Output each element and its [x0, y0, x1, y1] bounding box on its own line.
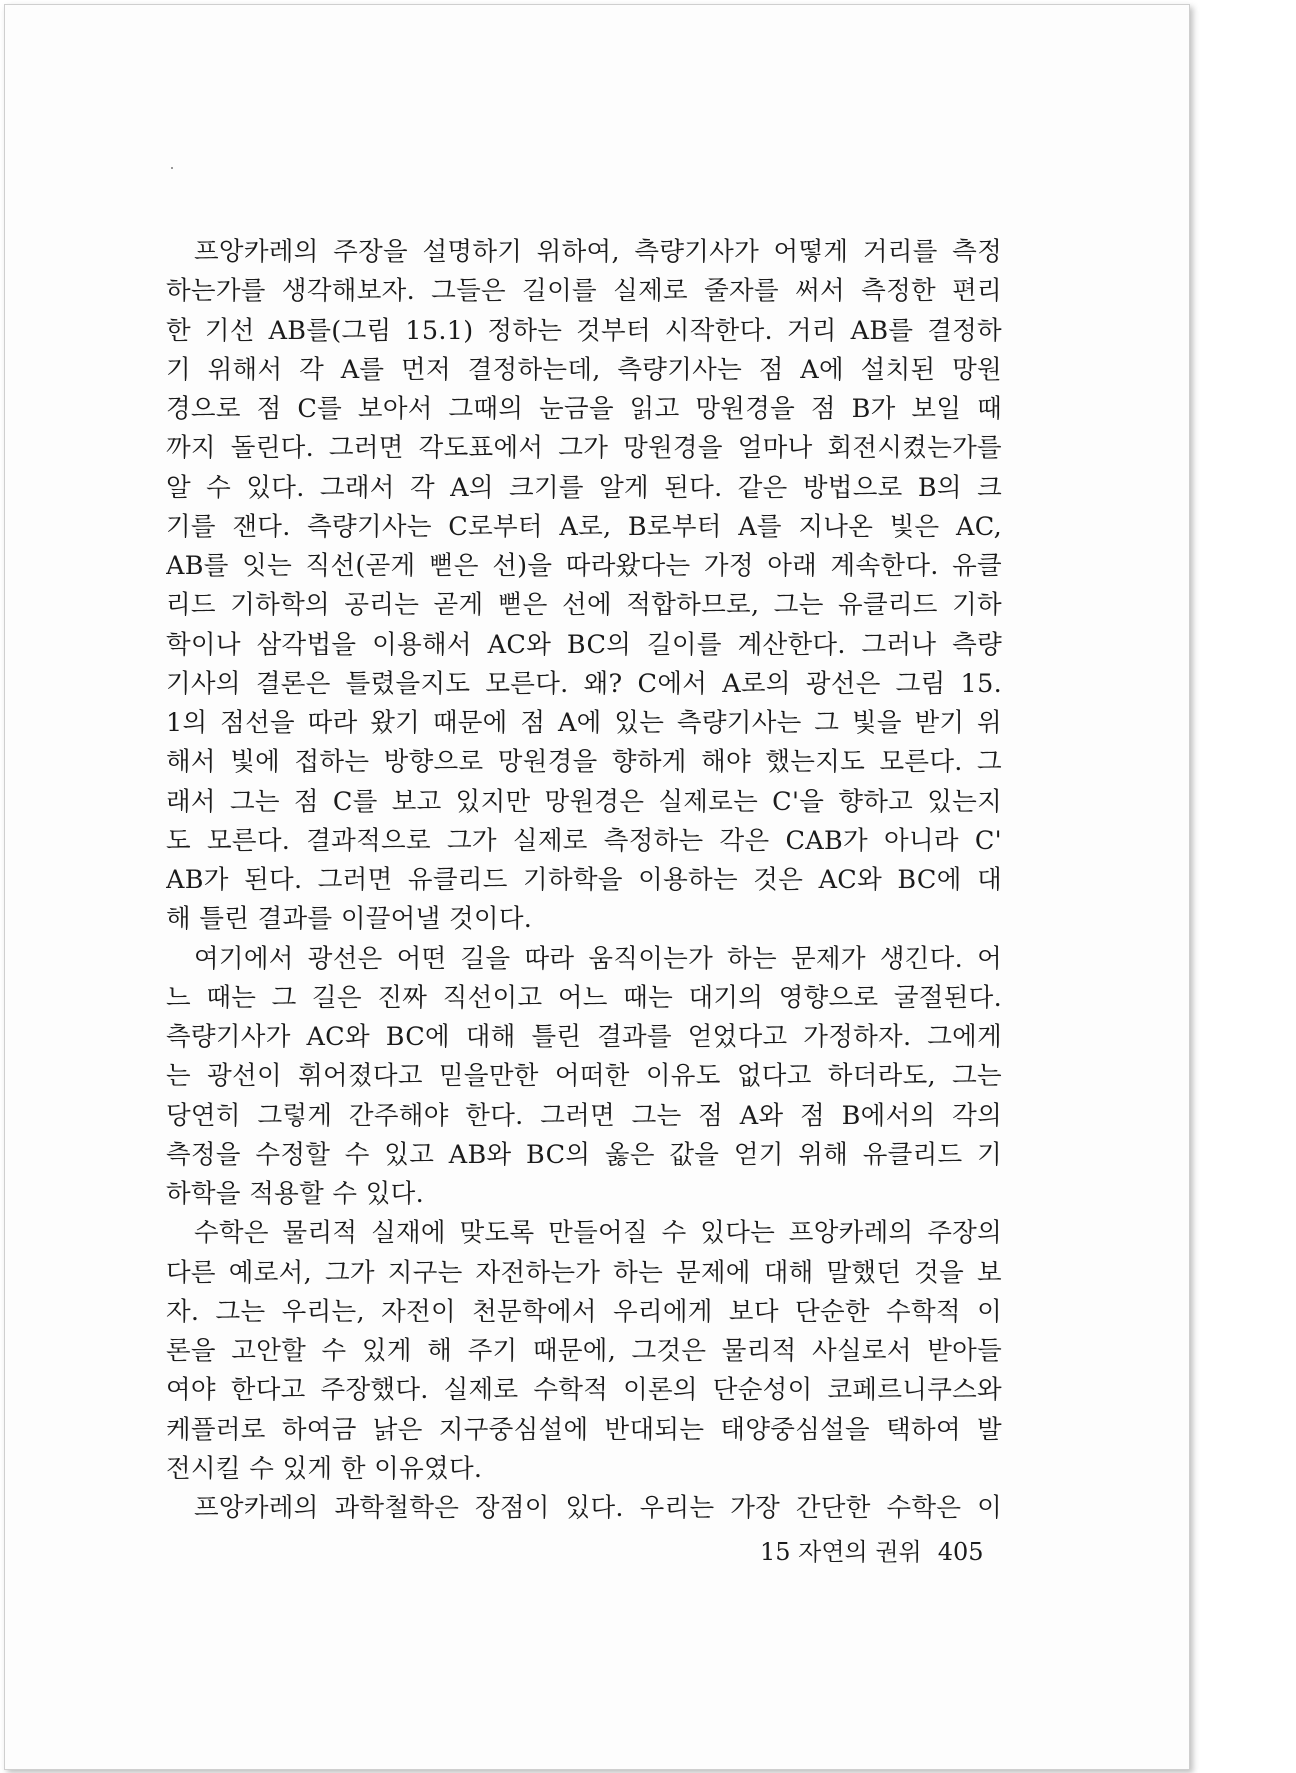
- page-number: 405: [937, 1538, 984, 1566]
- text-line: 한 기선 AB를(그림 15.1) 정하는 것부터 시작한다. 거리 AB를 결정하: [166, 315, 1002, 346]
- text-line: 기를 잰다. 측량기사는 C로부터 A로, B로부터 A를 지나온 빛은 AC,: [166, 511, 1002, 542]
- text-line: 해서 빛에 접하는 방향으로 망원경을 향하게 해야 했는지도 모른다. 그: [166, 747, 1002, 778]
- text-line: 측량기사가 AC와 BC에 대해 틀린 결과를 얻었다고 가정하자. 그에게: [166, 1022, 1002, 1052]
- text-line: 학이나 삼각법을 이용해서 AC와 BC의 길이를 계산한다. 그러나 측량: [166, 629, 1002, 660]
- text-line: 론을 고안할 수 있게 해 주기 때문에, 그것은 물리적 사실로서 받아들: [166, 1336, 1002, 1366]
- text-line: 다른 예로서, 그가 지구는 자전하는가 하는 문제에 대해 말했던 것을 보: [166, 1257, 1002, 1288]
- running-footer: 15 자연의 권위: [760, 1538, 922, 1566]
- text-line: 까지 돌린다. 그러면 각도표에서 그가 망원경을 얼마나 회전시켰는가를: [166, 433, 1002, 464]
- text-line: 해 틀린 결과를 이끌어낼 것이다.: [166, 904, 533, 935]
- text-line: 경으로 점 C를 보아서 그때의 눈금을 읽고 망원경을 점 B가 보일 때: [166, 394, 1002, 424]
- text-line: 기 위해서 각 A를 먼저 결정하는데, 측량기사는 점 A에 설치된 망원: [166, 354, 1002, 385]
- text-line: 하는가를 생각해보자. 그들은 길이를 실제로 줄자를 써서 측정한 편리: [166, 276, 1002, 307]
- scan-speck: [171, 167, 173, 169]
- text-line: 도 모른다. 결과적으로 그가 실제로 측정하는 각은 CAB가 아니라 C': [166, 825, 1002, 856]
- page-footer: [760, 1534, 984, 1570]
- body-text: [166, 233, 1002, 1528]
- text-line: 알 수 있다. 그래서 각 A의 크기를 알게 된다. 같은 방법으로 B의 크: [166, 472, 1002, 503]
- text-line: AB가 된다. 그러면 유클리드 기하학을 이용하는 것은 AC와 BC에 대: [166, 865, 1002, 895]
- text-line: 프앙카레의 주장을 설명하기 위하여, 측량기사가 어떻게 거리를 측정: [194, 237, 1002, 267]
- text-line: 하학을 적용할 수 있다.: [166, 1179, 425, 1209]
- text-line: 케플러로 하여금 낡은 지구중심설에 반대되는 태양중심설을 택하여 발: [166, 1414, 1002, 1445]
- text-line: 측정을 수정할 수 있고 AB와 BC의 옳은 값을 얻기 위해 유클리드 기: [166, 1139, 1002, 1170]
- text-line: 자. 그는 우리는, 자전이 천문학에서 우리에게 보다 단순한 수학적 이: [166, 1296, 1002, 1327]
- text-line: 1의 점선을 따라 왔기 때문에 점 A에 있는 측량기사는 그 빛을 받기 위: [166, 708, 1002, 738]
- text-line: 기사의 결론은 틀렸을지도 모른다. 왜? C에서 A로의 광선은 그림 15.: [166, 668, 1002, 699]
- text-line: 리드 기하학의 공리는 곧게 뻗은 선에 적합하므로, 그는 유클리드 기하: [166, 590, 1002, 621]
- text-line: 는 광선이 휘어졌다고 믿을만한 어떠한 이유도 없다고 하더라도, 그는: [166, 1061, 1002, 1092]
- text-line: 수학은 물리적 실재에 맞도록 만들어질 수 있다는 프앙카레의 주장의: [194, 1218, 1002, 1249]
- text-line: 여야 한다고 주장했다. 실제로 수학적 이론의 단순성이 코페르니쿠스와: [166, 1375, 1002, 1406]
- text-line: 프앙카레의 과학철학은 장점이 있다. 우리는 가장 간단한 수학은 이: [194, 1493, 1002, 1523]
- text-line: 여기에서 광선은 어떤 길을 따라 움직이는가 하는 문제가 생긴다. 어: [194, 943, 1002, 974]
- text-line: 래서 그는 점 C를 보고 있지만 망원경은 실제로는 C'을 향하고 있는지: [166, 786, 1002, 817]
- text-line: 전시킬 수 있게 한 이유였다.: [166, 1453, 483, 1484]
- text-line: AB를 잇는 직선(곧게 뻗은 선)을 따라왔다는 가정 아래 계속한다. 유클: [166, 551, 1002, 581]
- text-line: 느 때는 그 길은 진짜 직선이고 어느 때는 대기의 영향으로 굴절된다.: [166, 982, 1002, 1013]
- text-line: 당연히 그렇게 간주해야 한다. 그러면 그는 점 A와 점 B에서의 각의: [166, 1100, 1002, 1131]
